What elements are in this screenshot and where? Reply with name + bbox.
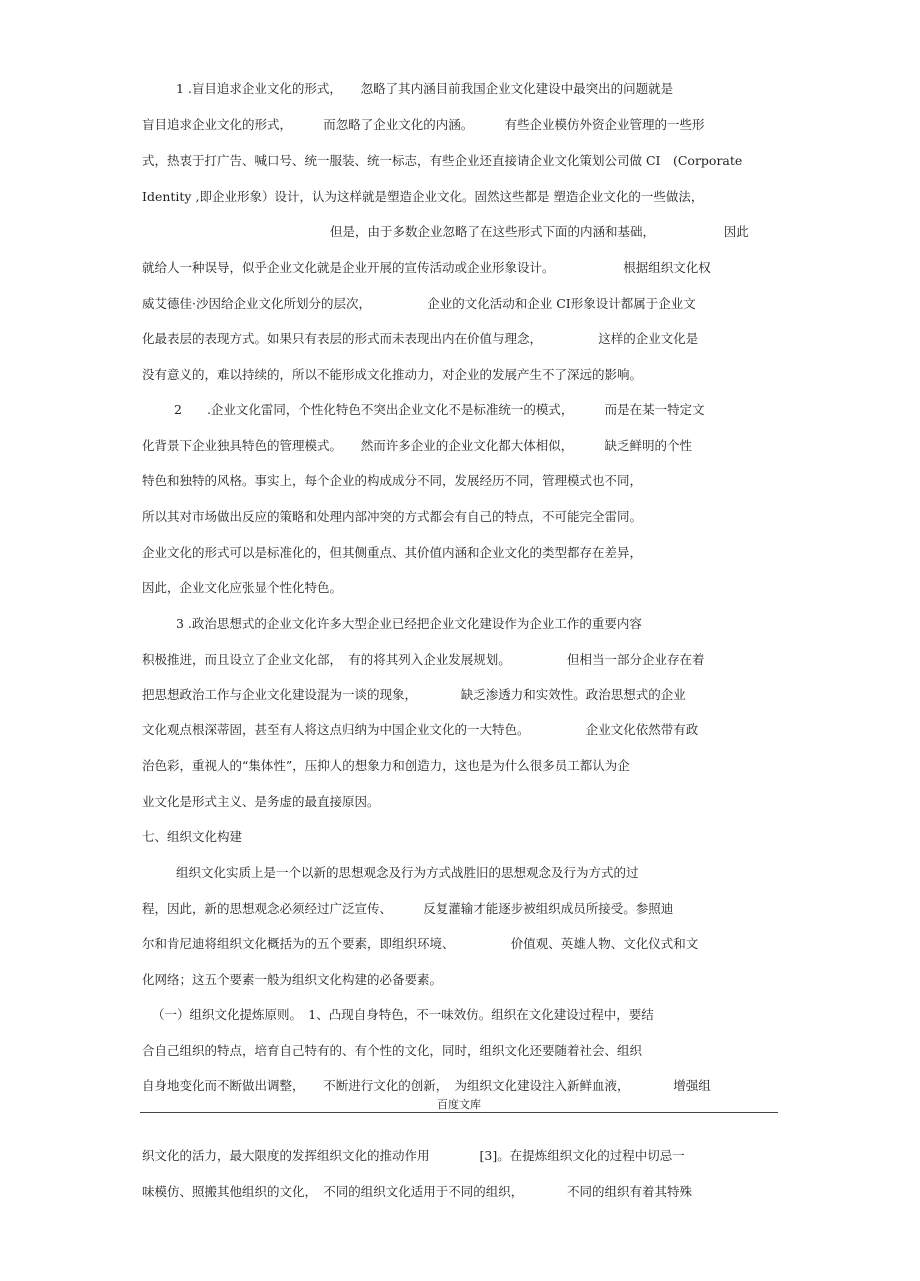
text-line: 因此，企业文化应张显个性化特色。 <box>142 580 343 595</box>
text-line: 但是，由于多数企业忽略了在这些形式下面的内涵和基础， 因此 <box>330 224 749 239</box>
text-line: 化背景下企业独具特色的管理模式。 然而许多企业的企业文化都大体相似， 缺乏鲜明的个性 <box>142 438 693 453</box>
text-line: 味模仿、照搬其他组织的文化， 不同的组织文化适用于不同的组织， 不同的组织有着其特殊 <box>142 1184 693 1199</box>
text-line: 特色和独特的风格。事实上，每个企业的构成成分不同，发展经历不同，管理模式也不同， <box>142 473 643 488</box>
text-line: 所以其对市场做出反应的策略和处理内部冲突的方式都会有自己的特点，不可能完全雷同。 <box>142 509 643 524</box>
text-line: 威艾德佳·沙因给企业文化所划分的层次， 企业的文化活动和企业 CI形象设计都属于企业文 <box>142 296 696 311</box>
text-line: 自身地变化而不断做出调整， 不断进行文化的创新， 为组织文化建设注入新鲜血液， 增强组 <box>142 1078 711 1093</box>
page-footer: 百度文库 <box>437 1098 481 1111</box>
text-line: 业文化是形式主义、是务虚的最直接原因。 <box>142 794 380 809</box>
text-line: 合自己组织的特点，培育自己特有的、有个性的文化，同时，组织文化还要随着社会、组织 <box>142 1043 643 1058</box>
text-line: 尔和肯尼迪将组织文化概括为的五个要素，即组织环境、 价值观、英雄人物、文化仪式和文 <box>142 936 699 951</box>
text-line: 2 .企业文化雷同，个性化特色不突出企业文化不是标准统一的模式， 而是在某一特定文 <box>174 402 705 417</box>
text-line: Identity ,即企业形象）设计，认为这样就是塑造企业文化。固然这些都是 塑造企业文化的一些做法， <box>142 189 704 204</box>
text-line: 式，热衷于打广告、喊口号、统一服装、统一标志，有些企业还直接请企业文化策划公司做 CI (Corporate <box>142 153 743 168</box>
text-line: 织文化的活力，最大限度的发挥组织文化的推动作用 [3]。在提炼组织文化的过程中切忌一 <box>142 1148 685 1163</box>
text-line: 把思想政治工作与企业文化建设混为一谈的现象， 缺乏渗透力和实效性。政治思想式的企业 <box>142 687 686 702</box>
section-heading: 七、组织文化构建 <box>142 829 243 844</box>
text-line: 化网络；这五个要素一般为组织文化构建的必备要素。 <box>142 972 443 987</box>
text-line: 组织文化实质上是一个以新的思想观念及行为方式战胜旧的思想观念及行为方式的过 <box>176 865 639 880</box>
text-line: 化最表层的表现方式。如果只有表层的形式而未表现出内在价值与理念， 这样的企业文化是 <box>142 331 699 346</box>
text-line: 就给人一种误导，似乎企业文化就是企业开展的宣传活动或企业形象设计。 根据组织文化权 <box>142 260 711 275</box>
text-line: 文化观点根深蒂固，甚至有人将这点归纳为中国企业文化的一大特色。 企业文化依然带有政 <box>142 722 699 737</box>
text-line: 程，因此，新的思想观念必须经过广泛宣传、 反复灌输才能逐步被组织成员所接受。参照迪 <box>142 901 674 916</box>
text-line: （一）组织文化提炼原则。 1、凸现自身特色，不一味效仿。组织在文化建设过程中，要结 <box>152 1007 654 1022</box>
footer-divider <box>140 1112 778 1113</box>
text-line: 盲目追求企业文化的形式， 而忽略了企业文化的内涵。 有些企业模仿外资企业管理的一些形 <box>142 117 705 132</box>
text-line: 没有意义的，难以持续的，所以不能形成文化推动力，对企业的发展产生不了深远的影响。 <box>142 367 643 382</box>
text-line: 积极推进，而且设立了企业文化部， 有的将其列入企业发展规划。 但相当一部分企业存在着 <box>142 652 705 667</box>
text-line: 1 .盲目追求企业文化的形式， 忽略了其内涵目前我国企业文化建设中最突出的问题就是 <box>176 81 674 96</box>
text-line: 3 .政治思想式的企业文化许多大型企业已经把企业文化建设作为企业工作的重要内容 <box>176 616 642 631</box>
text-line: 治色彩，重视人的“集体性”，压抑人的想象力和创造力，这也是为什么很多员工都认为企 <box>142 758 630 773</box>
text-line: 企业文化的形式可以是标准化的，但其侧重点、其价值内涵和企业文化的类型都存在差异， <box>142 545 643 560</box>
